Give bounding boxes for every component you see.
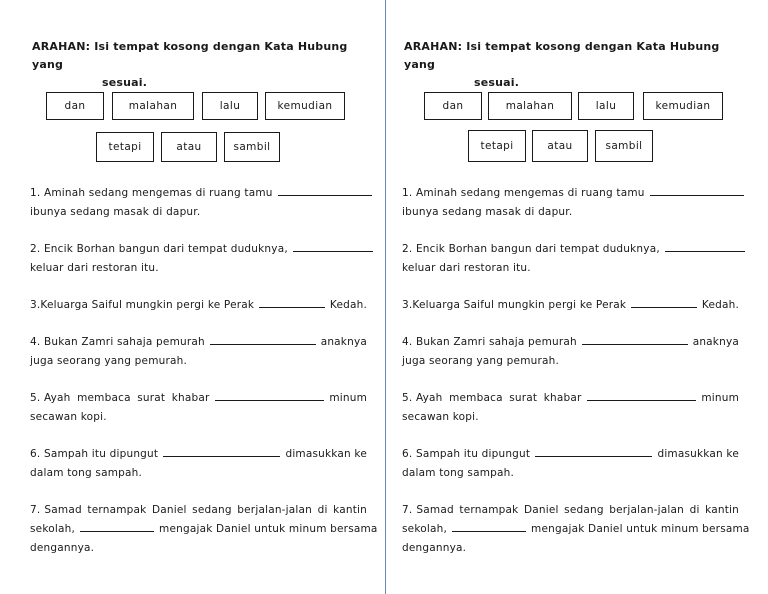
word-box: sambil [595, 130, 653, 162]
question-1: 1. Aminah sedang mengemas di ruang tamu ibunya sedang masak di dapur. [402, 184, 739, 222]
word-box: atau [161, 132, 217, 162]
answer-blank[interactable] [535, 446, 652, 457]
instruction-line1: ARAHAN: Isi tempat kosong dengan Kata Hubung yang [32, 40, 348, 71]
word-box: malahan [112, 92, 194, 120]
answer-blank[interactable] [163, 446, 280, 457]
question-6: 6. Sampah itu dipungut dimasukkan ke dalam tong sampah. [402, 448, 739, 479]
answer-blank[interactable] [278, 185, 372, 196]
answer-blank[interactable] [587, 390, 697, 401]
word-box: atau [532, 130, 588, 162]
worksheet-left [0, 0, 380, 594]
question-3: 3.Keluarga Saiful mungkin pergi ke Perak Kedah. [30, 299, 367, 311]
answer-blank[interactable] [650, 185, 744, 196]
question-1: 1. Aminah sedang mengemas di ruang tamu ibunya sedang masak di dapur. [30, 184, 367, 222]
question-4: 4. Bukan Zamri sahaja pemurah anaknya juga seorang yang pemurah. [402, 336, 739, 367]
word-box: dan [46, 92, 104, 120]
word-box: malahan [488, 92, 572, 120]
answer-blank[interactable] [215, 390, 325, 401]
answer-blank[interactable] [210, 334, 316, 345]
word-box: tetapi [96, 132, 154, 162]
word-box: lalu [202, 92, 258, 120]
question-7: 7. Samad ternampak Daniel sedang berjalan-jalan di kantin sekolah, mengajak Daniel untuk minum bersama dengannya. [30, 504, 378, 554]
word-box: tetapi [468, 130, 526, 162]
question-5: 5. Ayah membaca surat khabar minum secawan kopi. [402, 392, 739, 423]
answer-blank[interactable] [452, 521, 526, 532]
question-7: 7. Samad ternampak Daniel sedang berjalan-jalan di kantin sekolah, mengajak Daniel untuk minum bersama dengannya. [402, 504, 750, 554]
question-6: 6. Sampah itu dipungut dimasukkan ke dalam tong sampah. [30, 448, 367, 479]
answer-blank[interactable] [80, 521, 154, 532]
question-3: 3.Keluarga Saiful mungkin pergi ke Perak Kedah. [402, 299, 739, 311]
instruction-line2: sesuai. [474, 76, 520, 89]
question-2: 2. Encik Borhan bangun dari tempat duduknya, keluar dari restoran itu. [402, 240, 739, 278]
instruction-line1: ARAHAN: Isi tempat kosong dengan Kata Hubung yang [404, 40, 720, 71]
instruction [404, 38, 734, 92]
answer-blank[interactable] [582, 334, 688, 345]
answer-blank[interactable] [631, 297, 697, 308]
instruction [32, 38, 362, 92]
answer-blank[interactable] [665, 241, 745, 252]
question-2: 2. Encik Borhan bangun dari tempat duduknya, keluar dari restoran itu. [30, 240, 367, 278]
word-box: lalu [578, 92, 634, 120]
instruction-line2: sesuai. [102, 76, 148, 89]
word-box: kemudian [643, 92, 723, 120]
question-5: 5. Ayah membaca surat khabar minum secawan kopi. [30, 392, 367, 423]
word-box: dan [424, 92, 482, 120]
answer-blank[interactable] [293, 241, 373, 252]
worksheet-right [372, 0, 752, 594]
question-4: 4. Bukan Zamri sahaja pemurah anaknya juga seorang yang pemurah. [30, 336, 367, 367]
word-box: sambil [224, 132, 280, 162]
answer-blank[interactable] [259, 297, 325, 308]
word-box: kemudian [265, 92, 345, 120]
